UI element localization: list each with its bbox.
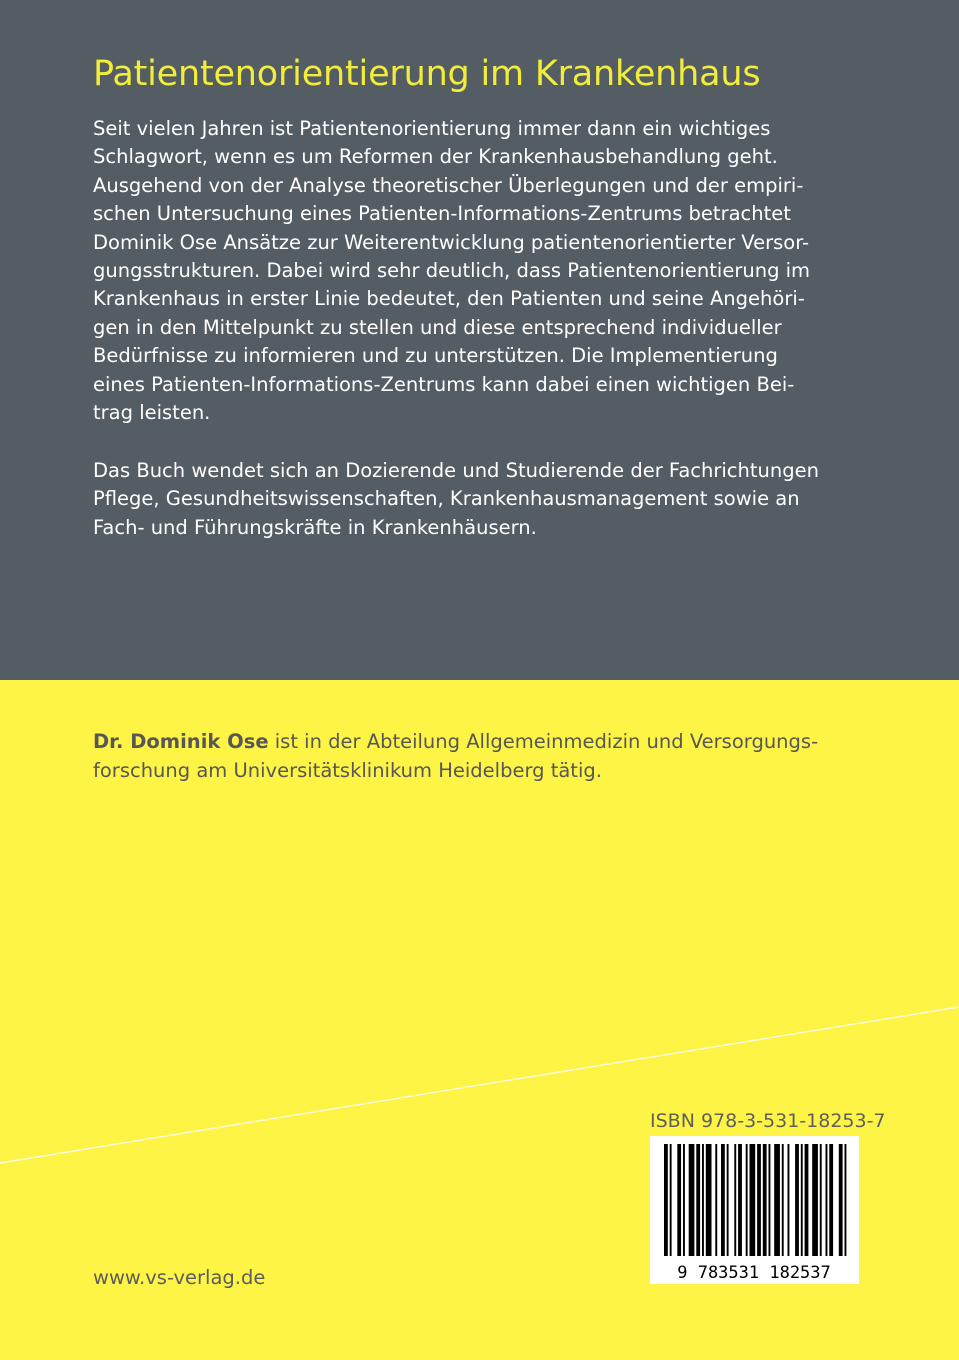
barcode-bar bbox=[706, 1144, 712, 1256]
barcode-bar bbox=[774, 1144, 780, 1256]
description-line: trag leisten. bbox=[93, 401, 211, 425]
barcode-bars bbox=[664, 1144, 846, 1256]
barcode-bar bbox=[782, 1144, 784, 1256]
barcode-bar bbox=[721, 1144, 725, 1256]
description-line: Schlagwort, wenn es um Reformen der Krankenhausbehandlung geht. bbox=[93, 145, 778, 169]
description-line: schen Untersuchung eines Patienten-Informations-Zentrums betrachtet bbox=[93, 202, 791, 226]
book-title: Patientenorientierung im Krankenhaus bbox=[93, 54, 761, 94]
audience-text bbox=[93, 457, 863, 542]
isbn-label: ISBN 978-3-531-18253-7 bbox=[650, 1110, 886, 1132]
barcode-bar bbox=[683, 1144, 685, 1256]
barcode-bar bbox=[845, 1144, 847, 1256]
audience-line: Das Buch wendet sich an Dozierende und Studierende der Fachrichtungen bbox=[93, 459, 819, 482]
barcode-bar bbox=[738, 1144, 742, 1256]
barcode-bar bbox=[702, 1144, 704, 1256]
bio-line bbox=[93, 727, 863, 756]
barcode-bar bbox=[746, 1144, 748, 1256]
barcode-bar bbox=[769, 1144, 771, 1256]
barcode-bar bbox=[689, 1144, 695, 1256]
audience-line: Fach- und Führungskräfte in Krankenhäusern. bbox=[93, 515, 537, 539]
description-line: Ausgehend von der Analyse theoretischer Überlegungen und der empiri- bbox=[93, 173, 804, 197]
barcode-bar bbox=[829, 1144, 833, 1256]
barcode-bar bbox=[677, 1144, 681, 1256]
barcode-graphic bbox=[650, 1136, 859, 1284]
barcode-bar bbox=[757, 1144, 761, 1256]
author-bio bbox=[93, 727, 863, 785]
barcode-bar bbox=[801, 1144, 803, 1256]
barcode-digits: 9 783531 182537 bbox=[677, 1263, 831, 1283]
barcode-bar bbox=[812, 1144, 818, 1256]
barcode-bar bbox=[820, 1144, 822, 1256]
barcode-bar bbox=[763, 1144, 767, 1256]
barcode-bar bbox=[670, 1144, 672, 1256]
barcode-bar bbox=[805, 1144, 809, 1256]
barcode-bar bbox=[696, 1144, 700, 1256]
author-name: Dr. Dominik Ose bbox=[93, 730, 269, 753]
description-line: Bedürfnisse zu informieren und zu unterstützen. Die Implementierung bbox=[93, 344, 778, 368]
barcode-bar bbox=[664, 1144, 668, 1256]
bio-text: ist in der Abteilung Allgemeinmedizin und Versorgungs- bbox=[268, 730, 819, 753]
description-text bbox=[93, 115, 863, 427]
barcode-bar bbox=[750, 1144, 756, 1256]
audience-line: Pflege, Gesundheitswissenschaften, Krankenhausmanagement sowie an bbox=[93, 487, 800, 511]
description-line: gungsstrukturen. Dabei wird sehr deutlich, dass Patientenorientierung im bbox=[93, 259, 811, 283]
barcode-bar bbox=[839, 1144, 843, 1256]
barcode-bar bbox=[788, 1144, 790, 1256]
barcode-bar bbox=[727, 1144, 729, 1256]
description-line: Krankenhaus in erster Linie bedeutet, den Patienten und seine Angehöri- bbox=[93, 287, 805, 311]
description-line: Seit vielen Jahren ist Patientenorientierung immer dann ein wichtiges bbox=[93, 117, 771, 140]
barcode bbox=[650, 1136, 859, 1284]
publisher-url: www.vs-verlag.de bbox=[93, 1266, 266, 1289]
description-line: eines Patienten-Informations-Zentrums kann dabei einen wichtigen Bei- bbox=[93, 372, 795, 396]
barcode-bar bbox=[826, 1144, 828, 1256]
description-line: Dominik Ose Ansätze zur Weiterentwicklung patientenorientierter Versor- bbox=[93, 230, 810, 254]
bio-line: forschung am Universitätsklinikum Heidelberg tätig. bbox=[93, 759, 602, 782]
description-line: gen in den Mittelpunkt zu stellen und diese entsprechend individueller bbox=[93, 315, 782, 339]
barcode-bar bbox=[734, 1144, 736, 1256]
barcode-bar bbox=[795, 1144, 799, 1256]
barcode-bar bbox=[715, 1144, 717, 1256]
